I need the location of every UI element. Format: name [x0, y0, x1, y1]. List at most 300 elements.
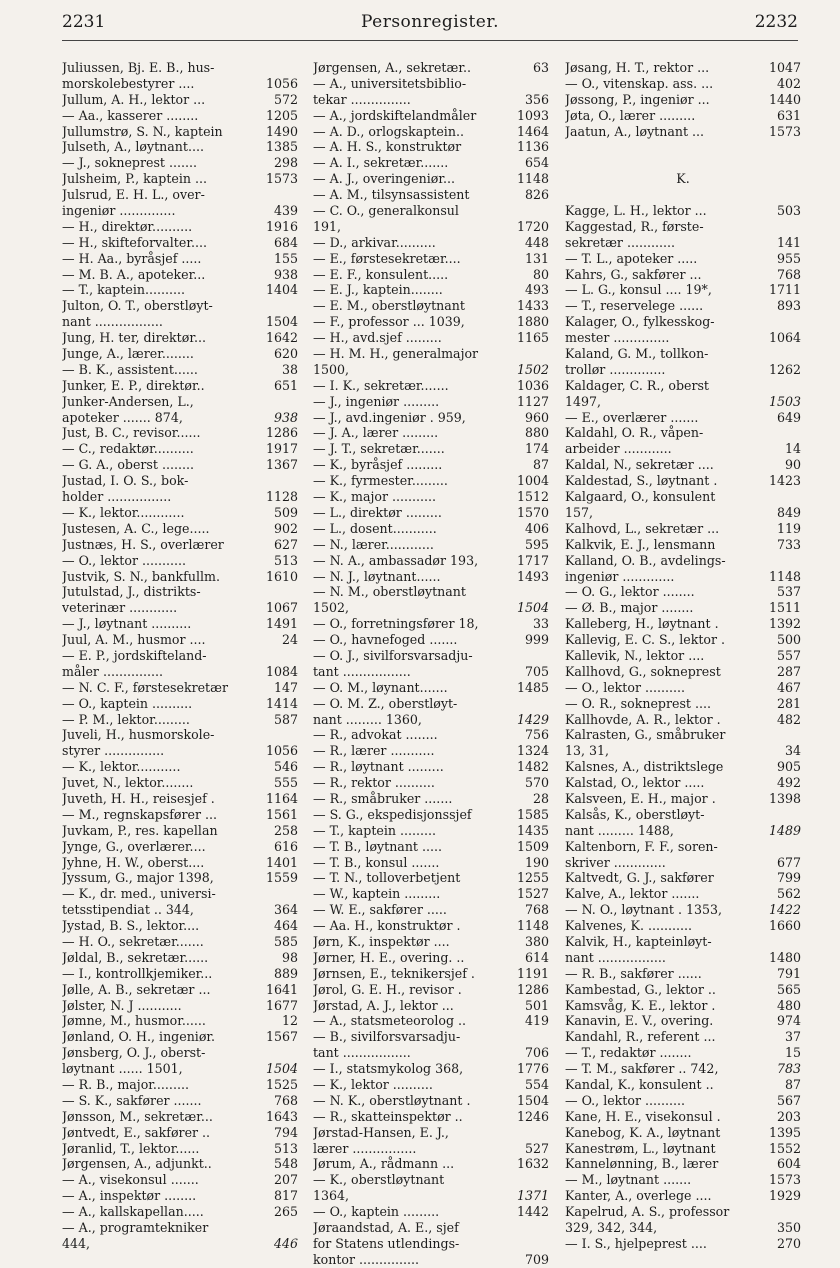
register-entry — [62, 775, 298, 791]
entry-page-ref: 651 — [273, 377, 298, 393]
entry-text: Kaldal, N., sekretær .... — [565, 457, 714, 473]
entry-page-ref: 480 — [776, 997, 801, 1013]
entry-text: Kaltvedt, G. J., sakfører — [565, 870, 714, 886]
register-entry — [313, 537, 549, 553]
register-entry — [62, 855, 298, 871]
entry-text: for Statens utlendings- — [313, 1235, 460, 1251]
entry-page-ref: 1720 — [516, 218, 549, 234]
entry-text: Jutulstad, J., distrikts- — [62, 584, 201, 600]
entry-text: Kapelrud, A. S., professor — [565, 1204, 730, 1220]
entry-page-ref: 119 — [776, 520, 801, 536]
entry-page-ref: 733 — [776, 536, 801, 552]
entry-text: tekar ............... — [313, 91, 411, 107]
register-entry — [313, 1013, 549, 1029]
entry-page-ref: 1392 — [768, 616, 801, 632]
entry-text: Juliussen, Bj. E. B., hus- — [62, 60, 215, 75]
entry-page-ref: 1004 — [516, 473, 549, 489]
register-entry — [565, 553, 801, 569]
entry-text: Kaggestad, R., første- — [565, 218, 704, 234]
register-entry — [313, 235, 549, 251]
entry-page-ref: 1527 — [516, 886, 549, 902]
column-3 — [565, 60, 801, 1252]
entry-page-ref: 1401 — [265, 854, 298, 870]
entry-page-ref: 548 — [273, 1156, 298, 1172]
entry-text: Kalrasten, G., småbruker — [565, 727, 726, 743]
entry-text: — K., lektor .......... — [313, 1077, 433, 1092]
entry-page-ref: 783 — [776, 1061, 801, 1077]
entry-page-ref: 15 — [784, 1045, 801, 1061]
register-entry — [62, 139, 298, 155]
entry-text: holder ................ — [62, 489, 172, 505]
entry-text: Jullum, A. H., lektor ... — [62, 91, 206, 107]
register-entry — [565, 330, 801, 346]
entry-page-ref: 500 — [776, 632, 801, 648]
register-entry — [62, 521, 298, 537]
entry-text: 191, — [313, 218, 342, 234]
entry-text: Jullumstrø, S. N., kaptein — [62, 123, 223, 139]
register-entry — [62, 489, 298, 505]
entry-text: — O., vitenskap. ass. ... — [565, 75, 714, 91]
register-entry — [62, 632, 298, 648]
entry-page-ref: 1880 — [516, 314, 549, 330]
register-entry — [313, 886, 549, 902]
entry-page-ref: 938 — [273, 266, 298, 282]
entry-text: — T. B., løytnant ..... — [313, 838, 443, 854]
spacer — [565, 187, 801, 203]
entry-page-ref: 893 — [776, 298, 801, 314]
entry-page-ref: 1464 — [516, 123, 549, 139]
register-entry — [565, 902, 801, 918]
entry-text: Kalager, O., fylkesskog- — [565, 314, 715, 330]
register-entry — [313, 775, 549, 791]
entry-text: tetsstipendiat .. 344, — [62, 902, 194, 918]
entry-page-ref: 80 — [532, 266, 549, 282]
entry-page-ref: 464 — [273, 918, 298, 934]
register-entry — [565, 1188, 801, 1204]
register-entry — [313, 1061, 549, 1077]
spacer — [565, 155, 801, 171]
entry-page-ref: 768 — [524, 902, 549, 918]
register-entry — [313, 76, 549, 92]
entry-page-ref: 572 — [273, 91, 298, 107]
entry-page-ref: 567 — [776, 1092, 801, 1108]
entry-page-ref: 12 — [281, 1013, 298, 1029]
register-entry — [62, 584, 298, 600]
entry-text: — R., skatteinspektør .. — [313, 1108, 463, 1124]
entry-page-ref: 63 — [532, 60, 549, 75]
entry-text: — R., rektor .......... — [313, 775, 435, 791]
column-1 — [62, 60, 298, 1252]
entry-page-ref: 1776 — [516, 1061, 549, 1077]
register-entry — [313, 902, 549, 918]
register-entry — [313, 1204, 549, 1220]
entry-page-ref: 1367 — [265, 457, 298, 473]
entry-page-ref: 1422 — [768, 902, 801, 918]
entry-text: Julseth, A., løytnant.... — [62, 139, 204, 155]
register-entry — [62, 1077, 298, 1093]
entry-page-ref: 1502 — [516, 361, 549, 377]
entry-text: Kalve, A., lektor ....... — [565, 886, 700, 902]
entry-text: — C., redaktør.......... — [62, 441, 194, 457]
entry-page-ref: 492 — [776, 775, 801, 791]
entry-page-ref: 974 — [776, 1013, 801, 1029]
entry-page-ref: 1509 — [516, 838, 549, 854]
entry-page-ref: 1485 — [516, 679, 549, 695]
entry-text: Kalstad, O., lektor ..... — [565, 775, 705, 791]
register-entry — [313, 759, 549, 775]
entry-page-ref: 1916 — [265, 218, 298, 234]
register-entry — [313, 330, 549, 346]
entry-page-ref: 1610 — [265, 568, 298, 584]
entry-text: Jung, H. ter, direktør... — [62, 330, 206, 346]
entry-text: Jørn, K., inspektør .... — [313, 933, 450, 949]
entry-page-ref: 1165 — [516, 330, 549, 346]
register-entry — [62, 346, 298, 362]
entry-text: — O., lektor .......... — [565, 679, 686, 695]
entry-page-ref: 677 — [776, 854, 801, 870]
register-entry — [62, 1013, 298, 1029]
entry-page-ref: 1525 — [265, 1077, 298, 1092]
entry-text: Kalsnes, A., distriktslege — [565, 759, 724, 775]
entry-page-ref: 98 — [281, 949, 298, 965]
entry-page-ref: 1371 — [516, 1188, 549, 1204]
entry-page-ref: 799 — [776, 870, 801, 886]
entry-page-ref: 493 — [524, 282, 549, 298]
register-entry — [565, 410, 801, 426]
entry-text: 13, 31, — [565, 743, 610, 759]
register-entry — [62, 1029, 298, 1045]
register-entry — [313, 743, 549, 759]
section-heading — [565, 171, 801, 187]
register-entry — [565, 775, 801, 791]
section-letter: K. — [676, 171, 690, 187]
entry-page-ref: 546 — [273, 759, 298, 775]
entry-text: — Aa. H., konstruktør . — [313, 918, 461, 934]
entry-text: Kaldahl, O. R., våpen- — [565, 425, 704, 441]
entry-text: Juvkam, P., res. kapellan — [62, 822, 218, 838]
entry-page-ref: 537 — [776, 584, 801, 600]
entry-page-ref: 1573 — [265, 171, 298, 187]
register-entry — [62, 282, 298, 298]
entry-page-ref: 1632 — [516, 1156, 549, 1172]
entry-page-ref: 768 — [776, 266, 801, 282]
entry-page-ref: 1512 — [516, 489, 549, 505]
entry-text: Kallhovde, A. R., lektor . — [565, 711, 721, 727]
entry-text: mester .............. — [565, 330, 670, 346]
entry-text: — W., kaptein ......... — [313, 886, 441, 902]
entry-page-ref: 350 — [776, 1220, 801, 1236]
register-entry — [313, 791, 549, 807]
entry-text: ingeniør ............. — [565, 568, 675, 584]
register-entry — [313, 282, 549, 298]
entry-text: — H., skifteforvalter.... — [62, 234, 207, 250]
entry-page-ref: 467 — [776, 679, 801, 695]
entry-text: Justvik, S. N., bankfullm. — [62, 568, 220, 584]
entry-text: 1500, — [313, 361, 350, 377]
register-entry — [313, 553, 549, 569]
register-entry — [62, 267, 298, 283]
entry-page-ref: 1573 — [768, 1172, 801, 1188]
register-entry — [313, 1220, 549, 1236]
register-entry — [62, 362, 298, 378]
register-entry — [565, 108, 801, 124]
entry-page-ref: 174 — [524, 441, 549, 457]
register-entry — [62, 235, 298, 251]
entry-page-ref: 1433 — [516, 298, 549, 314]
register-entry — [62, 410, 298, 426]
entry-page-ref: 1127 — [516, 393, 549, 409]
register-entry — [565, 441, 801, 457]
register-entry — [62, 696, 298, 712]
entry-text: Jørner, H. E., overing. .. — [313, 949, 465, 965]
entry-page-ref: 406 — [524, 520, 549, 536]
entry-page-ref: 155 — [273, 250, 298, 266]
entry-text: Kallhovd, G., sokneprest — [565, 663, 721, 679]
entry-text: Jømne, M., husmor...... — [62, 1013, 206, 1029]
register-entry — [62, 171, 298, 187]
entry-page-ref: 90 — [784, 457, 801, 473]
register-entry — [313, 203, 549, 219]
register-entry — [313, 410, 549, 426]
register-entry — [62, 998, 298, 1014]
entry-text: Jørstad-Hansen, E. J., — [313, 1124, 449, 1140]
entry-page-ref: 1442 — [516, 1204, 549, 1220]
entry-page-ref: 1559 — [265, 870, 298, 886]
entry-page-ref: 1573 — [768, 123, 801, 139]
entry-text: — I., statsmykolog 368, — [313, 1061, 464, 1077]
entry-page-ref: 1205 — [265, 107, 298, 123]
entry-text: — J. A., lærer ......... — [313, 425, 439, 441]
entry-text: Jørgensen, A., adjunkt.. — [62, 1156, 212, 1172]
register-entry — [313, 378, 549, 394]
register-entry — [62, 219, 298, 235]
entry-text: veterinær ............ — [62, 600, 178, 616]
entry-page-ref: 87 — [532, 457, 549, 473]
entry-text: Juvet, N., lektor........ — [62, 775, 194, 791]
entry-text: — A. H. S., konstruktør — [313, 139, 462, 155]
register-entry — [565, 1061, 801, 1077]
entry-text: — L. G., konsul .... 19*, — [565, 282, 712, 298]
entry-text: 1364, — [313, 1188, 350, 1204]
register-entry — [62, 823, 298, 839]
entry-page-ref: 1642 — [265, 330, 298, 346]
entry-text: nant ................. — [565, 949, 666, 965]
entry-text: Julsrud, E. H. L., over- — [62, 187, 205, 203]
register-entry — [62, 569, 298, 585]
entry-page-ref: 880 — [524, 425, 549, 441]
spacer — [565, 139, 801, 155]
register-entry — [565, 966, 801, 982]
register-entry — [313, 108, 549, 124]
entry-text: — H., avd.sjef ......... — [313, 330, 442, 346]
entry-text: — L., direktør ......... — [313, 504, 442, 520]
entry-text: — R. B., sakfører ...... — [565, 965, 702, 981]
entry-text: — T., redaktør ........ — [565, 1045, 692, 1061]
entry-page-ref: 654 — [524, 155, 549, 171]
register-entry — [313, 616, 549, 632]
entry-page-ref: 147 — [273, 679, 298, 695]
entry-page-ref: 1660 — [768, 918, 801, 934]
register-entry — [313, 92, 549, 108]
entry-page-ref: 649 — [776, 409, 801, 425]
entry-text: — O. M., løynant....... — [313, 679, 448, 695]
entry-page-ref: 1504 — [265, 314, 298, 330]
entry-page-ref: 1395 — [768, 1124, 801, 1140]
entry-text: — E. J., kaptein........ — [313, 282, 443, 298]
entry-text: — A., jordskiftelandmåler — [313, 107, 477, 123]
entry-page-ref: 1440 — [768, 91, 801, 107]
register-entry — [565, 616, 801, 632]
entry-page-ref: 627 — [273, 536, 298, 552]
entry-page-ref: 1929 — [768, 1188, 801, 1204]
entry-text: Jørum, A., rådmann ... — [313, 1156, 455, 1172]
entry-text: — C. O., generalkonsul — [313, 203, 459, 219]
entry-text: Jørgensen, A., sekretær.. — [313, 60, 471, 75]
register-entry — [62, 1236, 298, 1252]
register-entry — [62, 982, 298, 998]
entry-text: — E. M., oberstløytnant — [313, 298, 465, 314]
entry-text: Kanebog, K. A., løytnant — [565, 1124, 721, 1140]
register-entry — [565, 1093, 801, 1109]
register-entry — [565, 203, 801, 219]
entry-page-ref: 1148 — [516, 171, 549, 187]
entry-page-ref: 446 — [273, 1235, 298, 1251]
entry-text: — T., reservelege ...... — [565, 298, 704, 314]
register-entry — [565, 394, 801, 410]
entry-page-ref: 604 — [776, 1156, 801, 1172]
entry-text: trollør .............. — [565, 361, 666, 377]
register-entry — [313, 219, 549, 235]
entry-text: Jøsang, H. T., rektor ... — [565, 60, 710, 75]
entry-text: Jøraandstad, A. E., sjef — [313, 1220, 459, 1236]
entry-text: 157, — [565, 504, 594, 520]
register-entry — [565, 743, 801, 759]
entry-text: Jørol, G. E. H., revisor . — [313, 981, 462, 997]
entry-text: — A., inspektør ........ — [62, 1188, 197, 1204]
entry-text: — R. B., major......... — [62, 1077, 189, 1092]
register-entry — [62, 394, 298, 410]
entry-text: — B., sivilforsvarsadju- — [313, 1029, 461, 1045]
entry-page-ref: 1262 — [768, 361, 801, 377]
entry-page-ref: 402 — [776, 75, 801, 91]
entry-page-ref: 1414 — [265, 695, 298, 711]
entry-text: — F., professor ... 1039, — [313, 314, 465, 330]
entry-text: Juveli, H., husmorskole- — [62, 727, 215, 743]
column-2 — [313, 60, 549, 1268]
entry-page-ref: 1435 — [516, 822, 549, 838]
register-entry — [565, 648, 801, 664]
entry-page-ref: 1643 — [265, 1108, 298, 1124]
register-entry — [565, 457, 801, 473]
register-entry — [62, 378, 298, 394]
entry-page-ref: 1504 — [516, 600, 549, 616]
entry-text: — E. P., jordskifteland- — [62, 647, 207, 663]
entry-text: Kaldestad, S., løytnant . — [565, 473, 718, 489]
entry-text: Kahrs, G., sakfører ... — [565, 266, 702, 282]
entry-text: Jyssum, G., major 1398, — [62, 870, 214, 886]
entry-text: nant ................. — [62, 314, 163, 330]
entry-text: Junge, A., lærer........ — [62, 346, 194, 362]
entry-text: Just, B. C., revisor...... — [62, 425, 201, 441]
entry-text: Kane, H. E., visekonsul . — [565, 1108, 721, 1124]
register-entry — [313, 1188, 549, 1204]
entry-page-ref: 190 — [524, 854, 549, 870]
entry-text: — O. G., lektor ........ — [565, 584, 695, 600]
entry-page-ref: 1429 — [516, 711, 549, 727]
entry-text: Kannelønning, B., lærer — [565, 1156, 719, 1172]
entry-text: ingeniør .............. — [62, 203, 176, 219]
entry-page-ref: 1511 — [768, 600, 801, 616]
entry-text: apoteker ....... 874, — [62, 409, 183, 425]
entry-page-ref: 794 — [273, 1124, 298, 1140]
entry-page-ref: 570 — [524, 775, 549, 791]
entry-page-ref: 684 — [273, 234, 298, 250]
register-entry — [62, 839, 298, 855]
entry-text: Kallevik, N., lektor .... — [565, 647, 705, 663]
entry-page-ref: 482 — [776, 711, 801, 727]
register-entry — [565, 425, 801, 441]
entry-page-ref: 557 — [776, 647, 801, 663]
entry-text: — W. E., sakfører ..... — [313, 902, 447, 918]
entry-page-ref: 1490 — [265, 123, 298, 139]
entry-page-ref: 14 — [784, 441, 801, 457]
entry-text: — K., lektor............ — [62, 504, 185, 520]
register-entry — [313, 1109, 549, 1125]
register-entry — [313, 473, 549, 489]
entry-text: Jyhne, H. W., oberst.... — [62, 854, 205, 870]
entry-text: — A. D., orlogskaptein.. — [313, 123, 464, 139]
entry-text: — O. M. Z., oberstløyt- — [313, 695, 458, 711]
entry-text: Kanter, A., overlege .... — [565, 1188, 712, 1204]
register-entry — [565, 1220, 801, 1236]
register-entry — [313, 680, 549, 696]
register-entry — [62, 124, 298, 140]
entry-text: — T. L., apoteker ..... — [565, 250, 698, 266]
register-entry — [313, 267, 549, 283]
entry-text: — P. M., lektor......... — [62, 711, 190, 727]
register-entry — [313, 1125, 549, 1141]
entry-page-ref: 1570 — [516, 504, 549, 520]
register-entry — [62, 76, 298, 92]
entry-text: 329, 342, 344, — [565, 1220, 658, 1236]
entry-page-ref: 448 — [524, 234, 549, 250]
register-entry — [313, 648, 549, 664]
register-entry — [62, 441, 298, 457]
entry-text: nant ......... 1360, — [313, 711, 422, 727]
register-entry — [62, 870, 298, 886]
entry-page-ref: 24 — [281, 632, 298, 648]
entry-text: Jønsson, M., sekretær... — [62, 1108, 213, 1124]
entry-text: — J., løytnant .......... — [62, 616, 192, 632]
entry-text: Julton, O. T., oberstløyt- — [62, 298, 213, 314]
entry-text: — G. A., oberst ........ — [62, 457, 194, 473]
register-entry — [313, 950, 549, 966]
register-entry — [62, 712, 298, 728]
left-page-number: 2231 — [62, 12, 106, 32]
entry-page-ref: 1191 — [516, 965, 549, 981]
entry-page-ref: 960 — [524, 409, 549, 425]
entry-text: Kaltenborn, F. F., soren- — [565, 838, 718, 854]
entry-page-ref: 287 — [776, 663, 801, 679]
entry-text: — T. B., konsul ....... — [313, 854, 440, 870]
register-entry — [565, 839, 801, 855]
register-entry — [313, 425, 549, 441]
register-entry — [62, 330, 298, 346]
entry-page-ref: 817 — [273, 1188, 298, 1204]
entry-text: Jønland, O. H., ingeniør. — [62, 1029, 216, 1045]
register-entry — [62, 950, 298, 966]
entry-page-ref: 1255 — [516, 870, 549, 886]
